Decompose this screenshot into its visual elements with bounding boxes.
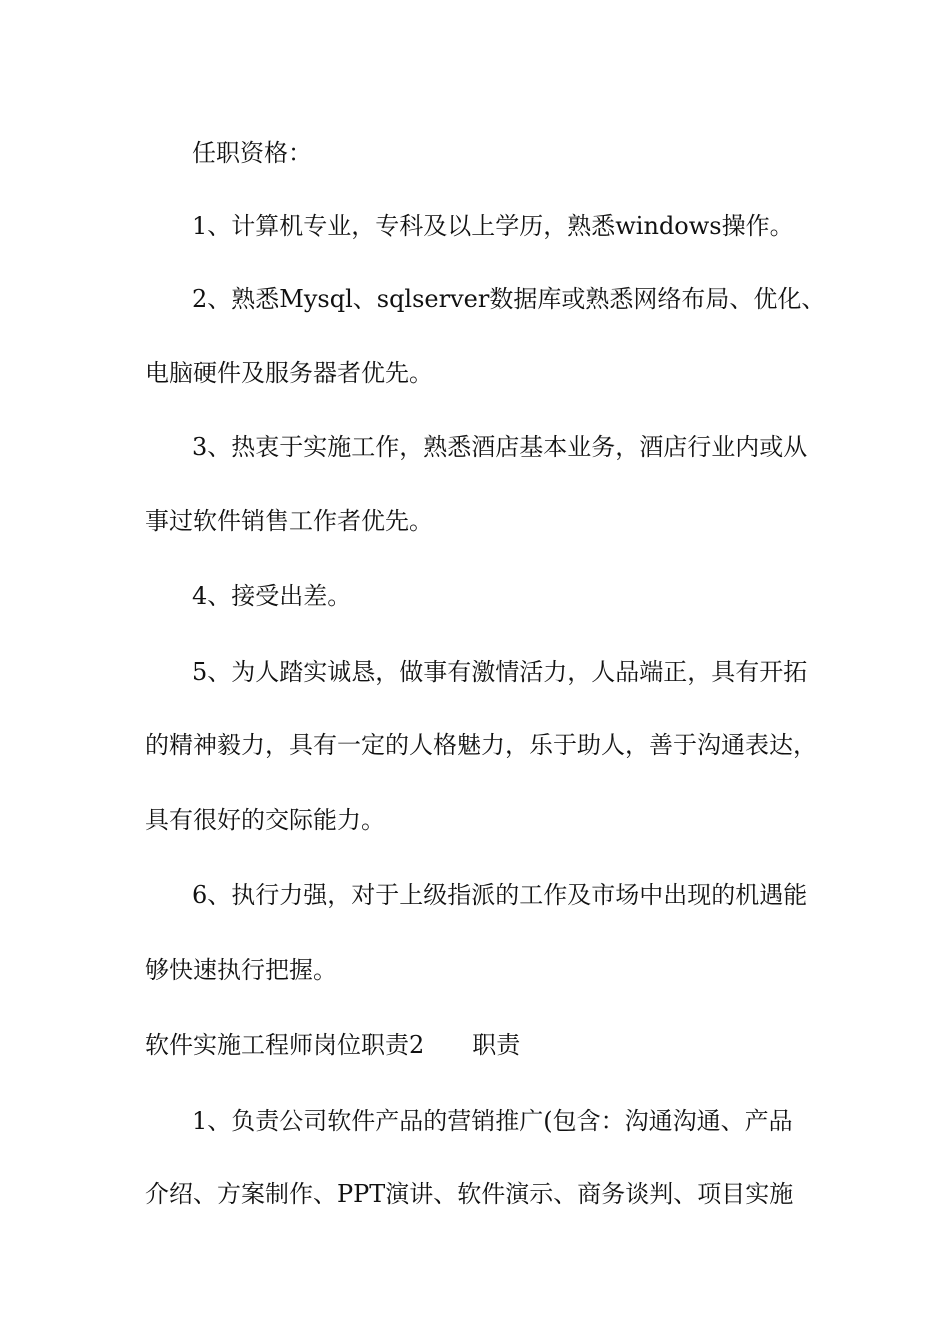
text-line: 6、执行力强，对于上级指派的工作及市场中出现的机遇能	[192, 881, 808, 909]
text-line: 5、为人踏实诚恳，做事有激情活力，人品端正，具有开拓	[192, 658, 808, 686]
duty-line: 介绍、方案制作、PPT演讲、软件演示、商务谈判、项目实施	[145, 1180, 794, 1208]
text-line: 的精神毅力，具有一定的人格魅力，乐于助人，善于沟通表达，	[145, 731, 817, 759]
section-title: 软件实施工程师岗位职责2	[145, 1031, 425, 1059]
text-line: 3、热衷于实施工作，熟悉酒店基本业务，酒店行业内或从	[192, 433, 808, 461]
section-subtitle: 职责	[472, 1031, 521, 1059]
text-line: 4、接受出差。	[192, 582, 352, 610]
text-line: 事过软件销售工作者优先。	[145, 507, 433, 535]
section-title-line	[145, 1030, 520, 1060]
text-line: 1、计算机专业，专科及以上学历，熟悉windows操作。	[192, 212, 794, 240]
text-line: 电脑硬件及服务器者优先。	[145, 359, 433, 387]
text-line: 具有很好的交际能力。	[145, 806, 385, 834]
duty-line: 1、负责公司软件产品的营销推广(包含：沟通沟通、产品	[192, 1107, 793, 1135]
text-line: 够快速执行把握。	[145, 956, 337, 984]
text-line: 2、熟悉Mysql、sqlserver数据库或熟悉网络布局、优化、	[192, 285, 826, 313]
qualifications-heading: 任职资格：	[192, 139, 312, 167]
